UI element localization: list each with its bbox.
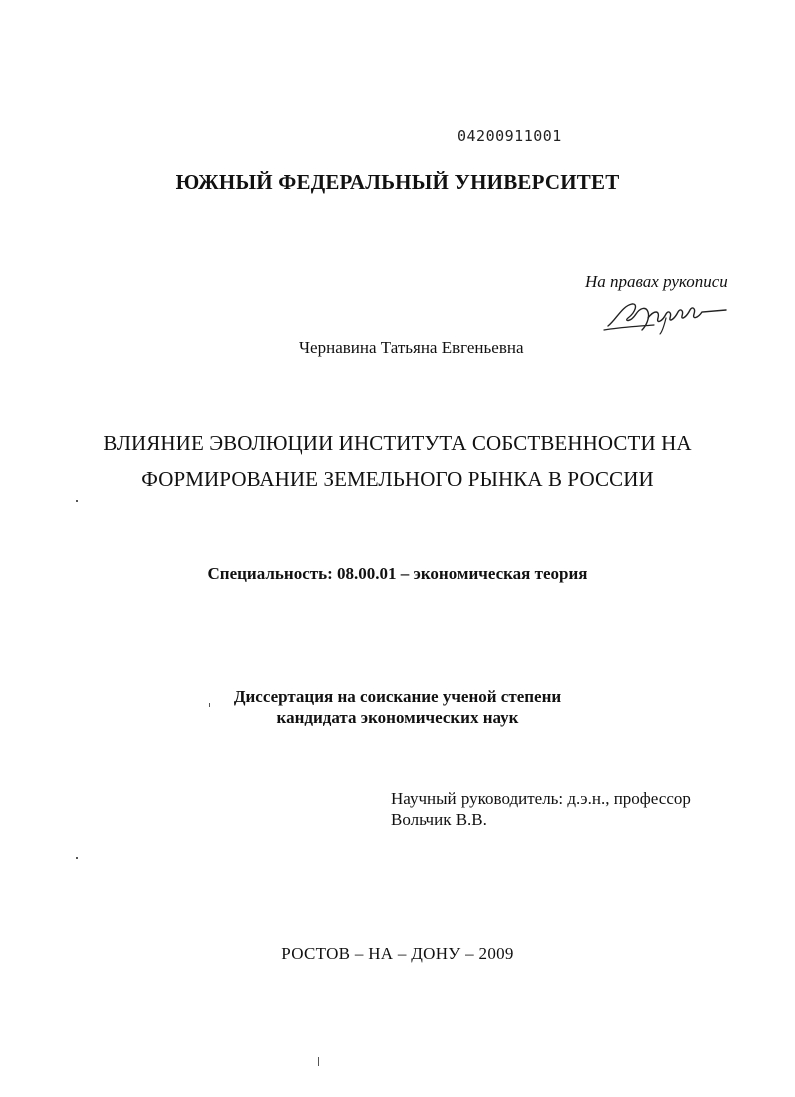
- specialty-dash: –: [396, 564, 414, 583]
- university-name: ЮЖНЫЙ ФЕДЕРАЛЬНЫЙ УНИВЕРСИТЕТ: [175, 170, 620, 194]
- supervisor-line: Научный руководитель: д.э.н., профессор: [391, 789, 691, 808]
- specialty-value: экономическая теория: [413, 564, 588, 583]
- supervisor-line: Вольчик В.В.: [391, 810, 487, 829]
- rights-note: На правах рукописи: [585, 272, 728, 291]
- degree-statement: [0, 686, 795, 728]
- scientific-supervisor: [391, 788, 691, 830]
- author-name: Чернавина Татьяна Евгеньевна: [299, 338, 524, 357]
- title-line: ВЛИЯНИЕ ЭВОЛЮЦИИ ИНСТИТУТА СОБСТВЕННОСТИ НА: [103, 431, 692, 455]
- specialty-label: Специальность: 08.00.01: [207, 564, 397, 583]
- title-line: ФОРМИРОВАНИЕ ЗЕМЕЛЬНОГО РЫНКА В РОССИИ: [141, 467, 654, 491]
- dissertation-title: [0, 425, 795, 497]
- degree-line: Диссертация на соискание ученой степени: [233, 687, 562, 706]
- document-code: 04200911001: [457, 127, 562, 145]
- scan-speck: [76, 500, 78, 502]
- specialty: [0, 564, 795, 584]
- scan-speck: [76, 857, 78, 859]
- scan-speck: [209, 703, 210, 707]
- handwritten-signature: [602, 296, 730, 336]
- degree-line: кандидата экономических наук: [276, 708, 519, 727]
- scan-speck: [318, 1057, 319, 1066]
- city-year: РОСТОВ – НА – ДОНУ – 2009: [281, 944, 514, 963]
